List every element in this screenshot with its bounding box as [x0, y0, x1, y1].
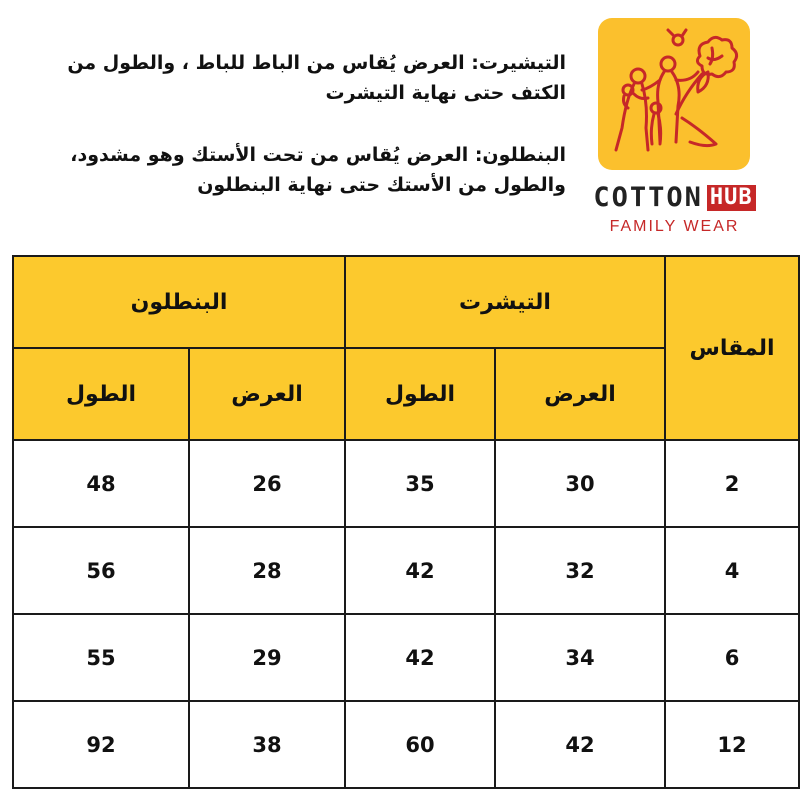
pants-note-line-2: والطول من الأستك حتى نهاية البنطلون	[197, 174, 566, 196]
size-cell: 4	[665, 527, 799, 614]
table-row	[13, 440, 799, 527]
pants-width-cell: 28	[189, 527, 345, 614]
table-header-row	[13, 256, 799, 348]
tshirt-width-header: العرض	[495, 348, 665, 440]
pants-length-cell: 56	[13, 527, 189, 614]
size-cell: 2	[665, 440, 799, 527]
measurement-notes	[18, 48, 566, 200]
tshirt-width-cell: 32	[495, 527, 665, 614]
table-row	[13, 614, 799, 701]
size-cell: 12	[665, 701, 799, 788]
pants-note-line-1: البنطلون: العرض يُقاس من تحت الأستك وهو مشدود،	[70, 144, 566, 166]
tshirt-width-cell: 30	[495, 440, 665, 527]
tshirt-header: التيشرت	[345, 256, 665, 348]
pants-length-cell: 92	[13, 701, 189, 788]
tshirt-note-line-1: التيشيرت: العرض يُقاس من الباط للباط ، والطول من	[67, 52, 566, 74]
tshirt-length-cell: 42	[345, 614, 495, 701]
brand-logo	[582, 18, 767, 243]
tshirt-length-cell: 35	[345, 440, 495, 527]
pants-width-cell: 38	[189, 701, 345, 788]
table-row	[13, 701, 799, 788]
pants-width-cell: 26	[189, 440, 345, 527]
size-header: المقاس	[665, 256, 799, 440]
brand-name	[582, 182, 767, 214]
brand-name-cotton: COTTON	[593, 182, 703, 213]
family-cotton-icon	[598, 18, 750, 170]
brand-name-hub: HUB	[707, 185, 756, 211]
pants-length-header: الطول	[13, 348, 189, 440]
brand-tagline: FAMILY WEAR	[609, 218, 740, 235]
pants-width-cell: 29	[189, 614, 345, 701]
pants-width-header: العرض	[189, 348, 345, 440]
tshirt-width-cell: 42	[495, 701, 665, 788]
tshirt-length-header: الطول	[345, 348, 495, 440]
logo-badge	[598, 18, 750, 170]
pants-length-cell: 55	[13, 614, 189, 701]
tshirt-length-cell: 60	[345, 701, 495, 788]
tshirt-note-line-2: الكتف حتى نهاية التيشرت	[325, 82, 566, 104]
pants-length-cell: 48	[13, 440, 189, 527]
tshirt-width-cell: 34	[495, 614, 665, 701]
size-chart-table	[12, 255, 800, 789]
notes-spacer	[18, 108, 566, 140]
table-row	[13, 527, 799, 614]
tshirt-length-cell: 42	[345, 527, 495, 614]
size-cell: 6	[665, 614, 799, 701]
pants-header: البنطلون	[13, 256, 345, 348]
